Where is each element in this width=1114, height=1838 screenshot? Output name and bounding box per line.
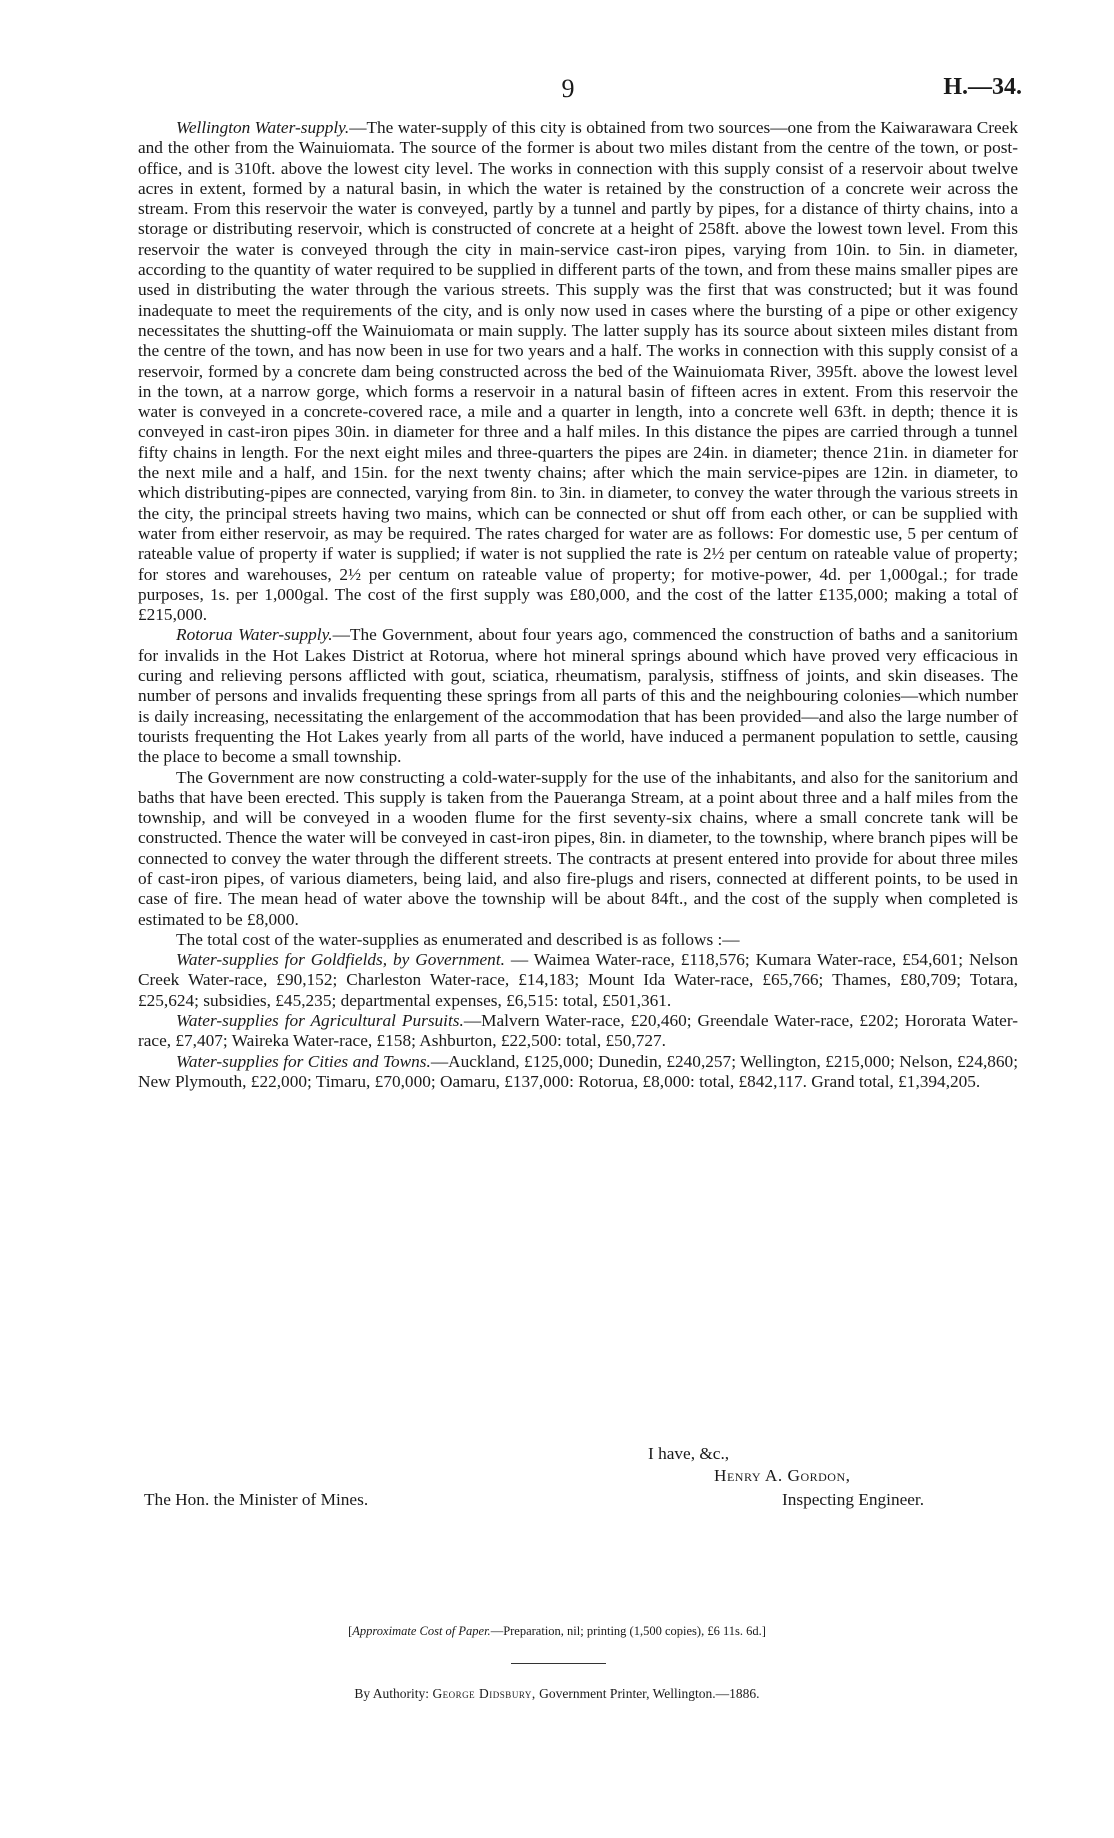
- paragraph-cold-water: [138, 768, 1018, 930]
- signatory-title: Inspecting Engineer.: [782, 1490, 925, 1509]
- page-number: 9: [561, 74, 575, 103]
- paragraph-cities: [138, 1052, 1018, 1093]
- paragraph-text: The Government are now constructing a cold-water-supply for the use of the inhabitants, and also for the sanitorium and baths that have been erected. This supply is taken from the Paueranga Stream, at a point about three and a half miles from the township, and will be conveyed in a wooden flume for the first seventy-six chains, where a small concrete tank will be constructed. Thence the water will be conveyed in cast-iron pipes, 8in. in diameter, to the township, where branch pipes will be connected to convey the water through the different streets. The contracts at present entered into provide for about three miles of cast-iron pipes, of various diameters, being laid, and also fire-plugs and risers, connected at different points, to be used in case of fire. The mean head of water above the township will be about 84ft., and the cost of the supply when completed is estimated to be £8,000.: [138, 767, 1018, 929]
- signatory-name-text: Henry A. Gordon,: [714, 1466, 851, 1485]
- cost-of-paper-note: [Approximate Cost of Paper.—Preparation, nil; printing (1,500 copies), £6 11s. 6d.]: [348, 1624, 766, 1638]
- paragraph-lead: Rotorua Water-supply.: [176, 625, 333, 645]
- paragraph-total-intro: [138, 930, 1018, 950]
- paragraph-rotorua: [138, 625, 1018, 767]
- paragraph-text: The total cost of the water-supplies as enumerated and described is as follows :—: [176, 929, 740, 949]
- paragraph-lead: Water-supplies for Cities and Towns.: [176, 1051, 431, 1071]
- cost-label: Approximate Cost of Paper.: [352, 1624, 491, 1638]
- paragraph-lead: Wellington Water-supply.: [176, 118, 350, 137]
- paragraph-wellington: [138, 118, 1018, 625]
- paragraph-agricultural: [138, 1011, 1018, 1052]
- printer-name: George Didsbury,: [432, 1686, 536, 1701]
- authority-prefix: By Authority:: [354, 1686, 430, 1701]
- paragraph-text: —The water-supply of this city is obtained from two sources—one from the Kaiwarawara Creek and the other from the Wainuiomata. The source of the former is about two miles distant from the centre of the town, or post-office, and is 310ft. above the lowest city level. The works in connection with this supply consist of a reservoir about twelve acres in extent, formed by a natural basin, in which the water is retained by the construction of a concrete weir across the stream. From this reservoir the water is conveyed, partly by a tunnel and partly by pipes, for a distance of thirty chains, into a storage or distributing reservoir, which is constructed of concrete at a height of 258ft. above the lowest town level. From this reservoir the water is conveyed through the city in main-service cast-iron pipes, varying from 10in. to 5in. in diameter, according to the quantity of water required to be supplied in different parts of the town, and from these mains smaller pipes are used in distributing the water through the various streets. This supply was the first that was constructed; but it was found inadequate to meet the requirements of the city, and is only now used in cases where the bursting of a pipe or other exigency necessitates the shutting-off the Wainuiomata or main supply. The latter supply has its source about sixteen miles distant from the centre of the town, and has now been in use for two years and a half. The works in connection with this supply consist of a reservoir, formed by a concrete dam being constructed across the bed of the Wainuiomata River, 395ft. above the lowest level in the town, at a narrow gorge, which forms a reservoir in a natural basin of fifteen acres in extent. From this reservoir the water is conveyed in a concrete-covered race, a mile and a quarter in length, into a concrete well 63ft. in depth; thence it is conveyed in cast-iron pipes 30in. in diameter for three and a half miles. In this distance the pipes are carried through a tunnel fifty chains in length. For the next eight miles and three-quarters the pipes are 24in. in diameter; thence 21in. in diameter for the next mile and a half, and 15in. for the next twenty chains; after which the main service-pipes are 12in. in diameter, to which distributing-pipes are connected, varying from 8in. to 3in. in diameter, to convey the water through the various streets in the city, the principal streets having two mains, which can be connected or shut off from each other, or can be supplied with water from either reservoir, as may be required. The rates charged for water are as follows: For domestic use, 5 per centum of rateable value of property if water is supplied; if water is not supplied the rate is 2½ per centum on rateable value of property; for stores and warehouses, 2½ per centum on rateable value of property; for motive-power, 4d. per 1,000gal.; for trade purposes, 1s. per 1,000gal. The cost of the first supply was £80,000, and the cost of the latter £135,000; making a total of £215,000.: [138, 118, 1018, 625]
- paragraph-text: —Malvern Water-race, £20,460; Greendale Water-race, £202; Hororata Water-race, £7,407; Waireka Water-race, £158; Ashburton, £22,500: total, £50,727.: [138, 1011, 1018, 1051]
- paragraph-text: —Auckland, £125,000; Dunedin, £240,257; Wellington, £215,000; Nelson, £24,860; New Plymouth, £22,000; Timaru, £70,000; Oamaru, £137,000: Rotorua, £8,000: total, £842,117. Grand total, £1,394,205.: [138, 1051, 1018, 1091]
- footer-divider: [511, 1663, 606, 1664]
- page-header: [0, 74, 1114, 114]
- printer-authority: [0, 1686, 1114, 1702]
- closing-salutation: I have, &c.,: [648, 1444, 730, 1463]
- paragraph-text: — Waimea Water-race, £118,576; Kumara Water-race, £54,601; Nelson Creek Water-race, £90,152; Charleston Water-race, £14,183; Mount Ida Water-race, £65,766; Thames, £80,709; Totara, £25,624; subsidies, £45,235; departmental expenses, £6,515: total, £501,361.: [138, 950, 1018, 1010]
- signatory-name: [714, 1466, 850, 1486]
- paragraph-lead: Water-supplies for Goldfields, by Government.: [176, 950, 505, 970]
- authority-suffix: Government Printer, Wellington.—1886.: [539, 1686, 760, 1701]
- addressee: The Hon. the Minister of Mines.: [144, 1490, 369, 1509]
- document-reference: H.—34.: [943, 74, 1022, 100]
- body-text: [138, 118, 1018, 1092]
- paragraph-goldfields: [138, 950, 1018, 1011]
- cost-detail: —Preparation, nil; printing (1,500 copies), £6 11s. 6d.: [490, 1624, 762, 1638]
- paragraph-text: —The Government, about four years ago, commenced the construction of baths and a sanitorium for invalids in the Hot Lakes District at Rotorua, where hot mineral springs abound which have proved very efficacious in curing and relieving persons afflicted with gout, sciatica, rheumatism, paralysis, stiffness of joints, and skin diseases. The number of persons and invalids frequenting these springs from all parts of this and the neighbouring colonies—which number is daily increasing, necessitating the enlargement of the accommodation that has been provided—and also the large number of tourists frequenting the Hot Lakes yearly from all parts of the world, have induced a permanent population to settle, causing the place to become a small township.: [138, 625, 1018, 767]
- paragraph-lead: Water-supplies for Agricultural Pursuits.: [176, 1011, 464, 1031]
